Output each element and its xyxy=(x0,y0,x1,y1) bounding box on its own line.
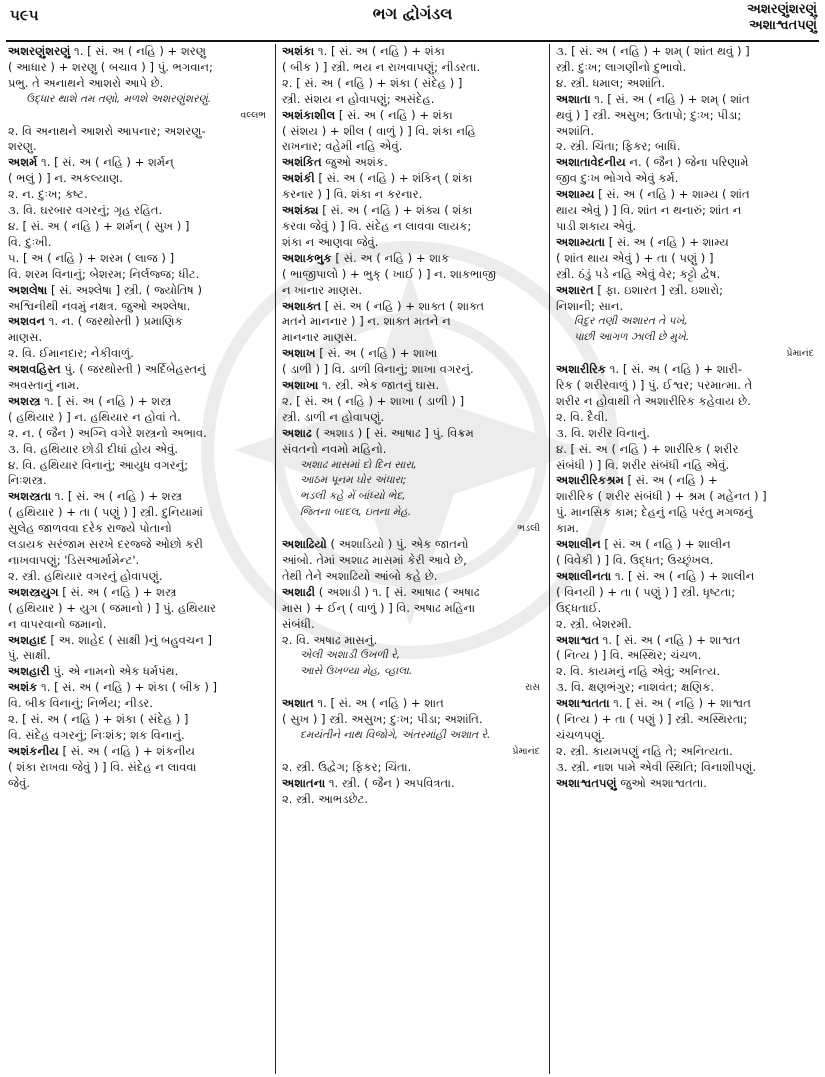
headword: અશહાદ xyxy=(8,632,47,647)
headword: અશંક xyxy=(8,680,38,695)
definition-line: ૨. સ્ત્રી. હથિયાર વગરનું હોવાપણું. xyxy=(8,568,163,583)
definition-text: [ સં. અ ( નહિ ) + શાખા xyxy=(315,346,438,361)
definition-text: જુઓ અશાશ્વતતા. xyxy=(616,775,707,790)
column-right xyxy=(556,44,818,1074)
definition-text: [ સં. અ ( નહિ ) + શંકિન્ ( શંકા xyxy=(314,171,473,186)
definition-line: ૪. સ્ત્રી. ધમાલ; અશાંતિ. xyxy=(556,75,666,90)
headword: અશવન xyxy=(8,314,46,329)
definition-text: ૧. ન. ( જરથોસ્તી ) પ્રમાણિક xyxy=(45,314,183,329)
definition-line: કામ. xyxy=(556,521,579,536)
headword: અશાલીનતા xyxy=(556,568,612,583)
entry-line xyxy=(556,283,818,299)
entry-line xyxy=(282,426,544,442)
definition-line: ( નિત્ય ) ] વિ. અસ્થિર; ચંચળ. xyxy=(556,648,702,663)
headword: અશંકી xyxy=(282,171,315,186)
definition-text: ( અશાડિયો ) પું. એક જાતનો xyxy=(326,537,469,552)
definition-line: જીવ દુઃખ ભોગવે એવું કર્મ. xyxy=(556,171,679,186)
definition-line: વિ. દુઃખી. xyxy=(8,234,52,249)
entry-line xyxy=(8,44,270,60)
entry-columns xyxy=(6,44,819,1074)
definition-line: ૪. [ સં. અ ( નહિ ) + શર્મન્ ( સુખ ) ] xyxy=(8,218,190,233)
definition-line: આંબો. તેમાં અશાઢ માસમાં કેરી આવે છે, xyxy=(282,553,467,567)
quotation-line: વિદુર તણી અશારત તે પખે, xyxy=(574,315,688,328)
entry-line xyxy=(282,44,544,60)
header-rule xyxy=(6,40,819,42)
definition-text: [ સં. અ ( નહિ ) + શાક્ત ( શાક્ત xyxy=(321,298,485,313)
headword: અશાખ xyxy=(282,346,316,361)
definition-line: ( બીક ) ] સ્ત્રી. ભય ન રાખવાપણું; નીડરતા. xyxy=(282,59,481,74)
definition-line: ૩. વિ. હથિયાર છોડી દીધાં હોય એવું. xyxy=(8,441,179,456)
definition-line: ૩. સ્ત્રી. નાશ પામે એવી સ્થિતિ; વિનાશીપણું. xyxy=(556,759,757,774)
definition-line: ૨. [ સં. અ ( નહિ ) + શંકા ( સંદેહ ) ] xyxy=(282,75,463,90)
definition-line: ૨. સ્ત્રી. બેશરમી. xyxy=(556,616,632,631)
definition-line: ૩. વિ. ક્ષણભંગુર; નાશવંત; ક્ષણિક. xyxy=(556,680,715,695)
definition-line: ( આધાર ) + શરણુ ( બચાવ ) ] પું. ભગવાન; xyxy=(8,59,213,74)
definition-line: શારીરિક ( શરીર સંબંધી ) + શ્રમ ( મહેનત ) ] xyxy=(556,489,767,504)
definition-line: ૨. ન. દુઃખ; કષ્ટ. xyxy=(8,187,88,202)
definition-line: ( શાંત થાય એવું ) + તા ( પણું ) ] xyxy=(556,250,714,265)
definition-text: ૧. [ સં. અ ( નહિ ) + શસ્ત્ર xyxy=(40,393,172,408)
definition-line: ( હથિયાર ) + યુગ ( જમાનો ) ] પું. હથિયાર xyxy=(8,600,217,615)
definition-text: [ સં. અ ( નહિ ) + શાલીન xyxy=(600,537,731,552)
definition-text: [ સં. અ ( નહિ ) + શંકનીય xyxy=(58,743,195,758)
definition-line: કરવા જેવું ) ] વિ. સંદેહ ન લાવવા લાયક; xyxy=(282,218,472,233)
definition-text: [ સં. અ ( નહિ ) + શસ્ત્ર xyxy=(58,584,177,599)
entry-line xyxy=(8,585,270,601)
definition-line: નાખવાપણું; 'ડિસઆર્મામેન્ટ'. xyxy=(8,553,140,567)
definition-line: સ્ત્રી. ઠંડું પડે નહિ એવું વેર; કટ્ટો દ્વેષ. xyxy=(556,266,721,281)
definition-text: [ સં. અ ( નહિ ) + xyxy=(623,473,718,488)
definition-line: ( ભાજીપાલો ) + ભુક્ ( ખાઈ ) ] ન. શાકભાજી xyxy=(282,266,497,281)
definition-line: ( હથિયાર ) ] ન. હથિયાર ન હોવાં તે. xyxy=(8,409,181,424)
entry-line xyxy=(556,569,818,585)
quotation-line: અશાઢ માસમાં દો દિન સારા, xyxy=(300,458,417,471)
entry-line xyxy=(556,696,818,712)
headword: અશાતાવેદનીય xyxy=(556,155,626,170)
definition-line: શરીર ન હોવાથી તે અશારીરિક કહેવાય છે. xyxy=(556,393,751,408)
headword: અશાત xyxy=(282,696,314,711)
entry-line xyxy=(8,633,270,649)
quotation-source: રાસ xyxy=(525,682,540,694)
definition-line: ૩. વિ. ઘરબાર વગરનું; ગૃહ રહિત. xyxy=(8,203,163,218)
definition-line: ૨. [ સં. અ ( નહિ ) + શંકા ( સંદેહ ) ] xyxy=(8,712,189,727)
definition-line: શરણુ. xyxy=(8,139,37,154)
definition-line: પ્રભુ. તે અનાથને આશરો આપે છે. xyxy=(8,75,164,90)
definition-line: સ્ત્રી. સંશય ન હોવાપણું; અસંદેહ. xyxy=(282,91,435,106)
definition-line: ૪. વિ. હથિયાર વિનાનું; આયુધ વગરનું; xyxy=(8,457,189,472)
entry-line xyxy=(8,155,270,171)
headword: અશાતના xyxy=(282,775,326,790)
definition-line: ૨. વિ અનાથને આશરો આપનાર; અશરણુ- xyxy=(8,123,206,138)
definition-line: નિશાની; સાન. xyxy=(556,298,624,313)
entry-line xyxy=(8,283,270,299)
definition-text: ૧. [ સં. અ ( નહિ ) + શમ્ ( શાંત xyxy=(590,91,750,106)
definition-line: થાય એવું ) ] વિ. શાંત ન થનારું; શાંત ન xyxy=(556,203,742,218)
headword: અશાશ્વત xyxy=(556,632,600,647)
entry-line xyxy=(8,680,270,696)
entry-line xyxy=(282,251,544,267)
headword: અશારીરિક xyxy=(556,362,607,377)
headword: અશંકાશીલ xyxy=(282,107,336,122)
definition-text: [ સં. અ ( નહિ ) + શંક્ય ( શંકા xyxy=(318,203,473,218)
definition-line: રાખનાર; વહેમી નહિ એવું. xyxy=(282,139,403,154)
definition-line: પું. સાક્ષી. xyxy=(8,648,51,663)
headword: અશરણુંશરણું xyxy=(8,44,71,58)
definition-line: ૪. [ સં. અ ( નહિ ) + શારીરિક ( શરીર xyxy=(556,441,739,456)
definition-line: ૨. સ્ત્રી. ઉદ્વેગ; ફિકર; ચિંતા. xyxy=(282,759,412,774)
definition-line: ૨. વિ. દૈવી. xyxy=(556,409,609,424)
entry-line xyxy=(282,378,544,394)
column-divider xyxy=(275,44,276,1074)
definition-line: ન વાપરવાનો જમાનો. xyxy=(8,616,107,631)
quotation-line: પાછી આગળ ઝાલી છે મુખે. xyxy=(574,331,690,344)
headword: અશારીરિકશ્રમ xyxy=(556,473,624,488)
definition-line: ૨. [ સં. અ ( નહિ ) + શાખા ( ડાળી ) ] xyxy=(282,393,465,408)
column-middle xyxy=(282,44,544,1074)
guide-word-first: અશરણુંશરણું xyxy=(747,2,817,17)
entry-line xyxy=(556,537,818,553)
quotation-line: આઠમ પૂનમ ઘોર અંધારા; xyxy=(300,474,407,487)
definition-text: ૧. [ સં. અ ( નહિ ) + શાત xyxy=(313,696,444,711)
headword: અશાશ્વતતા xyxy=(556,696,610,711)
headword: અશંકા xyxy=(282,44,315,58)
headword: અશસ્ત્ર xyxy=(8,393,41,408)
definition-line: ૨. વિ. ઈમાનદાર; નેકીવાળું. xyxy=(8,346,134,361)
headword: અશંકનીય xyxy=(8,743,59,758)
definition-text: પું. એ નામનો એક ધર્મપંથ. xyxy=(49,664,179,679)
entry-line xyxy=(8,664,270,680)
definition-line: ( સુખ ) ] સ્ત્રી. અસુખ; દુઃખ; પીડા; અશાંતિ. xyxy=(282,712,483,727)
entry-line xyxy=(556,155,818,171)
quotation-source: વલ્લભ xyxy=(240,109,266,121)
headword: અશસ્ત્રતા xyxy=(8,489,52,504)
definition-text: [ સં. અ ( નહિ ) + શાક xyxy=(331,250,450,265)
definition-line: ૩. વિ. શરીર વિનાનું. xyxy=(556,425,650,440)
definition-line: ઉદ્ધતાઈ. xyxy=(556,600,602,615)
definition-text: ૧. [ સં. અ ( નહિ ) + શંકા xyxy=(314,44,445,58)
entry-line xyxy=(282,585,544,601)
definition-line: ૨. વિ. અષાઢ માસનું. xyxy=(282,632,378,647)
entry-line xyxy=(8,314,270,330)
entry-line xyxy=(556,362,818,378)
headword: અશાખા xyxy=(282,378,319,393)
quotation-source: પ્રેમાનંદ xyxy=(512,745,540,757)
definition-text: પું. ( જરથોસ્તી ) અર્દિબેહસ્તનું xyxy=(60,362,206,377)
definition-text: ૧. [ સં. અ ( નહિ ) + શંકા ( બીક ) ] xyxy=(37,680,218,695)
headword: અશાકભુક xyxy=(282,250,332,265)
definition-text: ૧. [ સં. અ ( નહિ ) + શાલીન xyxy=(611,568,755,583)
definition-line: વિ. સંદેહ વગરનું; નિઃશંક; શક વિનાનું. xyxy=(8,727,185,742)
headword: અશારત xyxy=(556,282,594,297)
headword: અશાઢ xyxy=(282,425,312,440)
definition-line: ૨. ન. ( જૈન ) અગ્નિ વગેરે શસ્ત્રનો અભાવ. xyxy=(8,425,207,440)
definition-line: અશ્વિનીથી નવમું નક્ષત્ર. જુઓ અશ્લેષા. xyxy=(8,298,191,313)
definition-line: ૫. [ અ ( નહિ ) + શરમ ( લાજ ) ] xyxy=(8,250,175,265)
definition-text: [ સં. અશ્લેષા ] સ્ત્રી. ( જ્યોતિષ ) xyxy=(47,282,202,297)
entry-line xyxy=(282,203,544,219)
definition-line: ( શંકા રાખવા જેવું ) ] વિ. સંદેહ ન લાવવા xyxy=(8,759,197,774)
entry-line xyxy=(282,299,544,315)
definition-text: ૧. [ સં. અ ( નહિ ) + શરણુ xyxy=(70,44,206,58)
definition-text: ૧. [ સં. અ ( નહિ ) + શાશ્વત xyxy=(599,632,741,647)
definition-line: વિ. બીક વિનાનું; નિર્ભય; નીડર. xyxy=(8,696,153,711)
entry-line xyxy=(8,744,270,760)
definition-line: ૨. સ્ત્રી. આભડછેટ. xyxy=(282,791,369,806)
quotation-line: ઉદ્ધાર થાશે તમ તણો, મળશે અશરણુંશરણું. xyxy=(26,92,212,105)
definition-line: માણસ. xyxy=(8,330,43,345)
entry-line xyxy=(8,394,270,410)
definition-text: ૧. [ સં. અ ( નહિ ) + શર્મન્ xyxy=(37,155,174,170)
entry-line xyxy=(556,187,818,203)
headword: અશવહિસ્ત xyxy=(8,362,61,377)
headword: અશસ્ત્રયુગ xyxy=(8,584,59,599)
definition-line: લડાયક સરંજામ સરખે દરજ્જે ઓછો કરી xyxy=(8,537,203,552)
definition-line: ૨. સ્ત્રી. ચિંતા; ફિકર; બાધિ. xyxy=(556,139,681,154)
definition-line: સંબંધી ) ] વિ. શરીર સંબંધી નહિ એવું. xyxy=(556,457,730,472)
page-number: ૫૯૫ xyxy=(10,6,39,24)
definition-line: ( નિત્ય ) + તા ( પણું ) ] સ્ત્રી. અસ્થિરતા; xyxy=(556,712,748,727)
headword: અશાશ્વતપણું xyxy=(556,775,617,790)
quotation-line: દમયંતીને નાથ વિજોગે, અંતરમાંહી અશાત રે. xyxy=(300,728,491,741)
quotation-line: ભડલી કહે મેં બાંધ્યો ભેદ, xyxy=(300,490,406,503)
column-divider xyxy=(549,44,550,1074)
entry-line xyxy=(556,473,818,489)
definition-line: સંવતનો નવમો મહિનો. xyxy=(282,441,387,456)
entry-line xyxy=(282,537,544,553)
definition-text: ન. ( જૈન ) જેના પરિણામે xyxy=(625,155,749,170)
definition-line: કરનાર ) ] વિ. શંકા ન કરનાર. xyxy=(282,187,423,202)
entry-line xyxy=(8,489,270,505)
quotation-line: આસે ઉખળ્યા મેહ, વ્હાલા. xyxy=(300,665,413,678)
definition-line: ૩. [ સં. અ ( નહિ ) + શમ્ ( શાંત થવું ) ] xyxy=(556,44,750,58)
entry-line xyxy=(8,362,270,378)
book-title: ભગ દ્વોગંડલ xyxy=(372,4,453,23)
definition-line: ૨. સ્ત્રી. કાયમપણું નહિ તે; અનિત્યતા. xyxy=(556,743,733,758)
definition-line: મતને માનનાર ) ] ન. શાક્ત મતને ન xyxy=(282,314,451,329)
definition-line: ( હથિયાર ) + તા ( પણું ) ] સ્ત્રી. દુનિયામાં xyxy=(8,505,203,520)
headword: અશહારી xyxy=(8,664,50,679)
definition-line: ચંચળપણું. xyxy=(556,727,605,742)
definition-text: [ સં. અ ( નહિ ) + શંકા xyxy=(335,107,453,122)
page-header xyxy=(0,0,825,38)
definition-text: જુઓ અશંક. xyxy=(321,155,388,170)
entry-line xyxy=(282,696,544,712)
guide-word-last: અશાશ્વતપણું xyxy=(749,18,817,33)
definition-line: સ્ત્રી. ડાળી ન હોવાપણું. xyxy=(282,409,385,424)
entry-line xyxy=(282,171,544,187)
definition-text: ( અશાડ ) [ સં. આષાઢ ] પું. વિક્રમ xyxy=(311,425,474,440)
entry-line xyxy=(282,776,544,792)
definition-line: ૨. વિ. કાયમનું નહિ એવું; અનિત્ય. xyxy=(556,664,721,679)
headword: અશલેષા xyxy=(8,282,48,297)
entry-line xyxy=(282,108,544,124)
headword: અશંકિત xyxy=(282,155,322,170)
entry-line xyxy=(556,633,818,649)
definition-line: જેવું. xyxy=(8,775,30,790)
definition-text: ૧. [ સં. અ ( નહિ ) + શારી- xyxy=(606,362,743,377)
definition-text: [ ફા. ઇશારત ] સ્ત્રી. ઇશારો; xyxy=(593,282,724,297)
definition-line: ( વિવેકી ) ] વિ. ઉદ્ધત; ઉચ્છૃંખલ. xyxy=(556,553,714,567)
headword: અશાલીન xyxy=(556,537,601,552)
definition-line: ( ડાળી ) ] વિ. ડાળી વિનાનું; શાખા વગરનું. xyxy=(282,362,474,377)
headword: અશર્મ xyxy=(8,155,38,170)
quotation-line: એલી અશાડી ઉખળી રે, xyxy=(300,649,400,662)
definition-line: થવું ) ] સ્ત્રી. અસુખ; ઉતાપો; દુઃખ; પીડા; xyxy=(556,107,742,122)
definition-line: ન ખાનાર માણસ. xyxy=(282,282,363,297)
headword: અશાતા xyxy=(556,91,591,106)
definition-line: પાડી શકાય એવું. xyxy=(556,218,637,233)
definition-line: અશાંતિ. xyxy=(556,123,595,138)
definition-line: પું. માનસિક કામ; દેહનું નહિ પરંતુ મગજનું xyxy=(556,505,753,520)
quotation-source: પ્રેમાનંદ xyxy=(786,348,814,360)
headword: અશાઢી xyxy=(282,584,316,599)
definition-line: સંબંધી. xyxy=(282,616,315,631)
definition-text: ( અશાડી ) ૧. [ સં. આષાઢ ( અષાઢ xyxy=(315,584,480,599)
column-left xyxy=(8,44,270,1074)
definition-text: [ અ. શાહેદ ( સાક્ષી )નું બહુવચન ] xyxy=(46,632,213,647)
definition-text: [ સં. અ ( નહિ ) + શામ્ય xyxy=(605,234,729,249)
definition-text: ૧. સ્ત્રી. એક જાતનું ઘાસ. xyxy=(318,378,440,393)
headword: અશાઢિયો xyxy=(282,537,327,552)
entry-line xyxy=(282,155,544,171)
headword: અશાક્ત xyxy=(282,298,322,313)
definition-line: માનનાર માણસ. xyxy=(282,330,358,345)
definition-text: ૧. સ્ત્રી. ( જૈન ) અપવિત્રતા. xyxy=(325,775,455,790)
definition-line: ( સંશય ) + શીલ ( વાળું ) ] વિ. શંકા નહિ xyxy=(282,123,476,138)
definition-text: [ સં. અ ( નહિ ) + શામ્ય ( શાંત xyxy=(594,187,750,202)
definition-line: નિઃશસ્ત્ર. xyxy=(8,473,47,488)
definition-line: તેથી તેને અશાઢિયો આંબો કહે છે. xyxy=(282,568,438,583)
guide-words xyxy=(747,2,817,34)
entry-line xyxy=(556,92,818,108)
definition-line: ( ભલું ) ] ન. અકલ્યાણ. xyxy=(8,171,123,186)
quotation-line: જિતના બાદલ, ઇતના મેહ. xyxy=(300,506,412,519)
definition-line: સ્ત્રી. દુઃખ; લાગણીનો દુભાવો. xyxy=(556,59,687,74)
definition-line: વિ. શરમ વિનાનું; બેશરમ; નિર્લજ્જ; ધીટ. xyxy=(8,266,200,281)
definition-line: માસ ) + ઈન્ ( વાળું ) ] વિ. અષાઢ મહિના xyxy=(282,600,476,615)
entry-line xyxy=(556,235,818,251)
definition-line: ( વિનયી ) + તા ( પણું ) ] સ્ત્રી. ધૃષ્ટતા; xyxy=(556,584,736,599)
definition-text: ૧. [ સં. અ ( નહિ ) + શસ્ત્ર xyxy=(51,489,183,504)
headword: અશંક્ય xyxy=(282,203,319,218)
definition-line: રિક ( શરીરવાળું ) ] પું. ઈશ્વર; પરમાત્મા. તે xyxy=(556,378,753,393)
definition-line: શંકા ન આણવા જેવું. xyxy=(282,234,379,249)
headword: અશામ્યતા xyxy=(556,234,606,249)
definition-line: અવસ્તાનું નામ. xyxy=(8,378,80,393)
definition-line: સુલેહ જાળવવા દરેક રાજ્યે પોતાનો xyxy=(8,521,172,536)
entry-line xyxy=(556,776,818,792)
headword: અશામ્ય xyxy=(556,187,595,202)
entry-line xyxy=(282,346,544,362)
quotation-source: ભડલી xyxy=(517,523,540,535)
definition-text: ૧. [ સં. અ ( નહિ ) + શાશ્વત xyxy=(609,696,751,711)
